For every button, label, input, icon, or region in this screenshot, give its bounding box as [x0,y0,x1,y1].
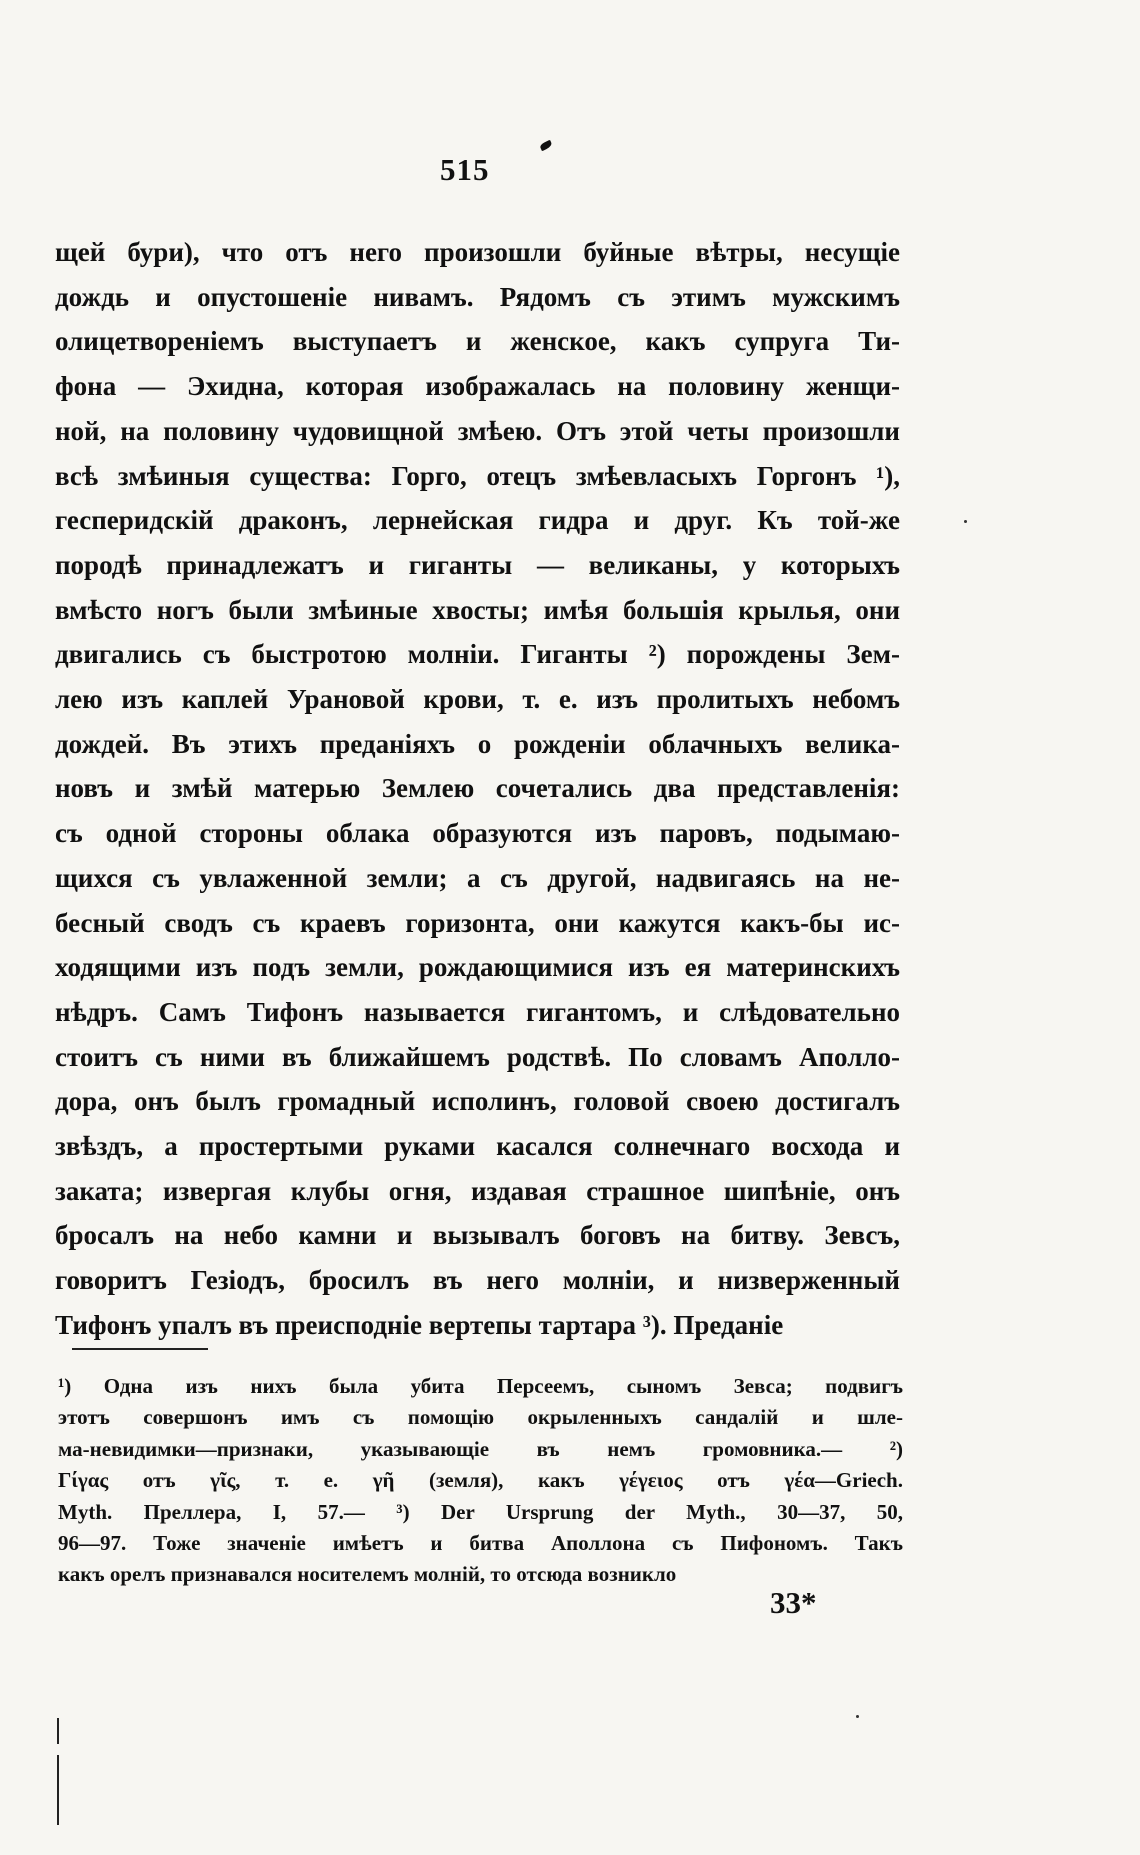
footnote-line: Γίγας отъ γῖς, т. е. γῆ (земля), какъ γέγειος отъ γέα—Griech. [58,1468,903,1493]
signature-mark: 33* [770,1585,817,1620]
text-line: нѣдръ. Самъ Тифонъ называется гигантомъ, и слѣдовательно [55,996,900,1027]
text-line: олицетвореніемъ выступаетъ и женское, какъ супруга Ти- [55,326,900,357]
text-line: ходящими изъ подъ земли, рождающимися изъ ея материнскихъ [55,952,900,983]
footnote-line: этотъ совершонъ имъ съ помощію окрыленныхъ сандалій и шле- [58,1405,903,1430]
margin-dot [964,520,967,523]
text-line: говоритъ Гезіодъ, бросилъ въ него молніи, и низверженный [55,1265,900,1296]
text-line: съ одной стороны облака образуются изъ паровъ, подымаю- [55,818,900,849]
text-line: ной, на половину чудовищной змѣею. Отъ этой четы произошли [55,415,900,446]
body-text [55,230,900,1348]
margin-mark [57,1755,59,1825]
text-line: звѣздъ, а простертыми руками касался солнечнаго восхода и [55,1131,900,1162]
text-line: породѣ принадлежатъ и гиганты — великаны, у которыхъ [55,549,900,580]
text-line: вмѣсто ногъ были змѣиные хвосты; имѣя большія крылья, они [55,594,900,625]
footnote-line: 96—97. Тоже значеніе имѣетъ и битва Аполлона съ Пифономъ. Такъ [58,1531,903,1556]
text-line: заката; извергая клубы огня, издавая страшное шипѣніе, онъ [55,1175,900,1206]
footnote-line: ма-невидимки—признаки, указывающіе въ немъ громовника.— ²) [58,1436,903,1461]
margin-dot [856,1715,859,1718]
text-line: всѣ змѣиныя существа: Горго, отецъ змѣевласыхъ Горгонъ ¹), [55,460,900,491]
text-line: щихся съ увлаженной земли; а съ другой, надвигаясь на не- [55,862,900,893]
text-line: щей бури), что отъ него произошли буйные вѣтры, несущіе [55,237,900,267]
page-number: 515 [440,152,490,187]
margin-mark [57,1718,59,1744]
text-line: бесный сводъ съ краевъ горизонта, они кажутся какъ-бы ис- [55,907,900,938]
text-line: дождей. Въ этихъ преданіяхъ о рожденіи облачныхъ велика- [55,728,900,759]
footnote-line: какъ орелъ признавался носителемъ молній, то отсюда возникло [58,1562,677,1587]
text-line: дождь и опустошеніе нивамъ. Рядомъ съ этимъ мужскимъ [55,281,900,312]
text-line: двигались съ быстротою молніи. Гиганты ²) порождены Зем- [55,639,900,670]
text-line: лею изъ каплей Урановой крови, т. е. изъ пролитыхъ небомъ [55,684,900,715]
text-line: дора, онъ былъ громадный исполинъ, головой своею достигалъ [55,1086,900,1117]
text-line: новъ и змѣй матерью Землею сочетались два представленія: [55,773,900,804]
text-line: фона — Эхидна, которая изображалась на половину женщи- [55,371,900,402]
text-line: бросалъ на небо камни и вызывалъ боговъ на битву. Зевсъ, [55,1220,900,1251]
footnote-line: ¹) Одна изъ нихъ была убита Персеемъ, сыномъ Зевса; подвигъ [58,1374,903,1398]
footnote-line: Myth. Преллера, I, 57.— ³) Der Ursprung der Myth., 30—37, 50, [58,1499,903,1524]
footnote-divider [72,1348,208,1350]
text-line: Тифонъ упалъ въ преисподніе вертепы тартара ³). Преданіе [55,1309,784,1340]
text-line: стоитъ съ ними въ ближайшемъ родствѣ. По словамъ Аполло- [55,1041,900,1072]
footnotes [58,1371,903,1591]
ink-speck [539,140,553,151]
text-line: гесперидскій драконъ, лернейская гидра и друг. Къ той-же [55,505,900,536]
